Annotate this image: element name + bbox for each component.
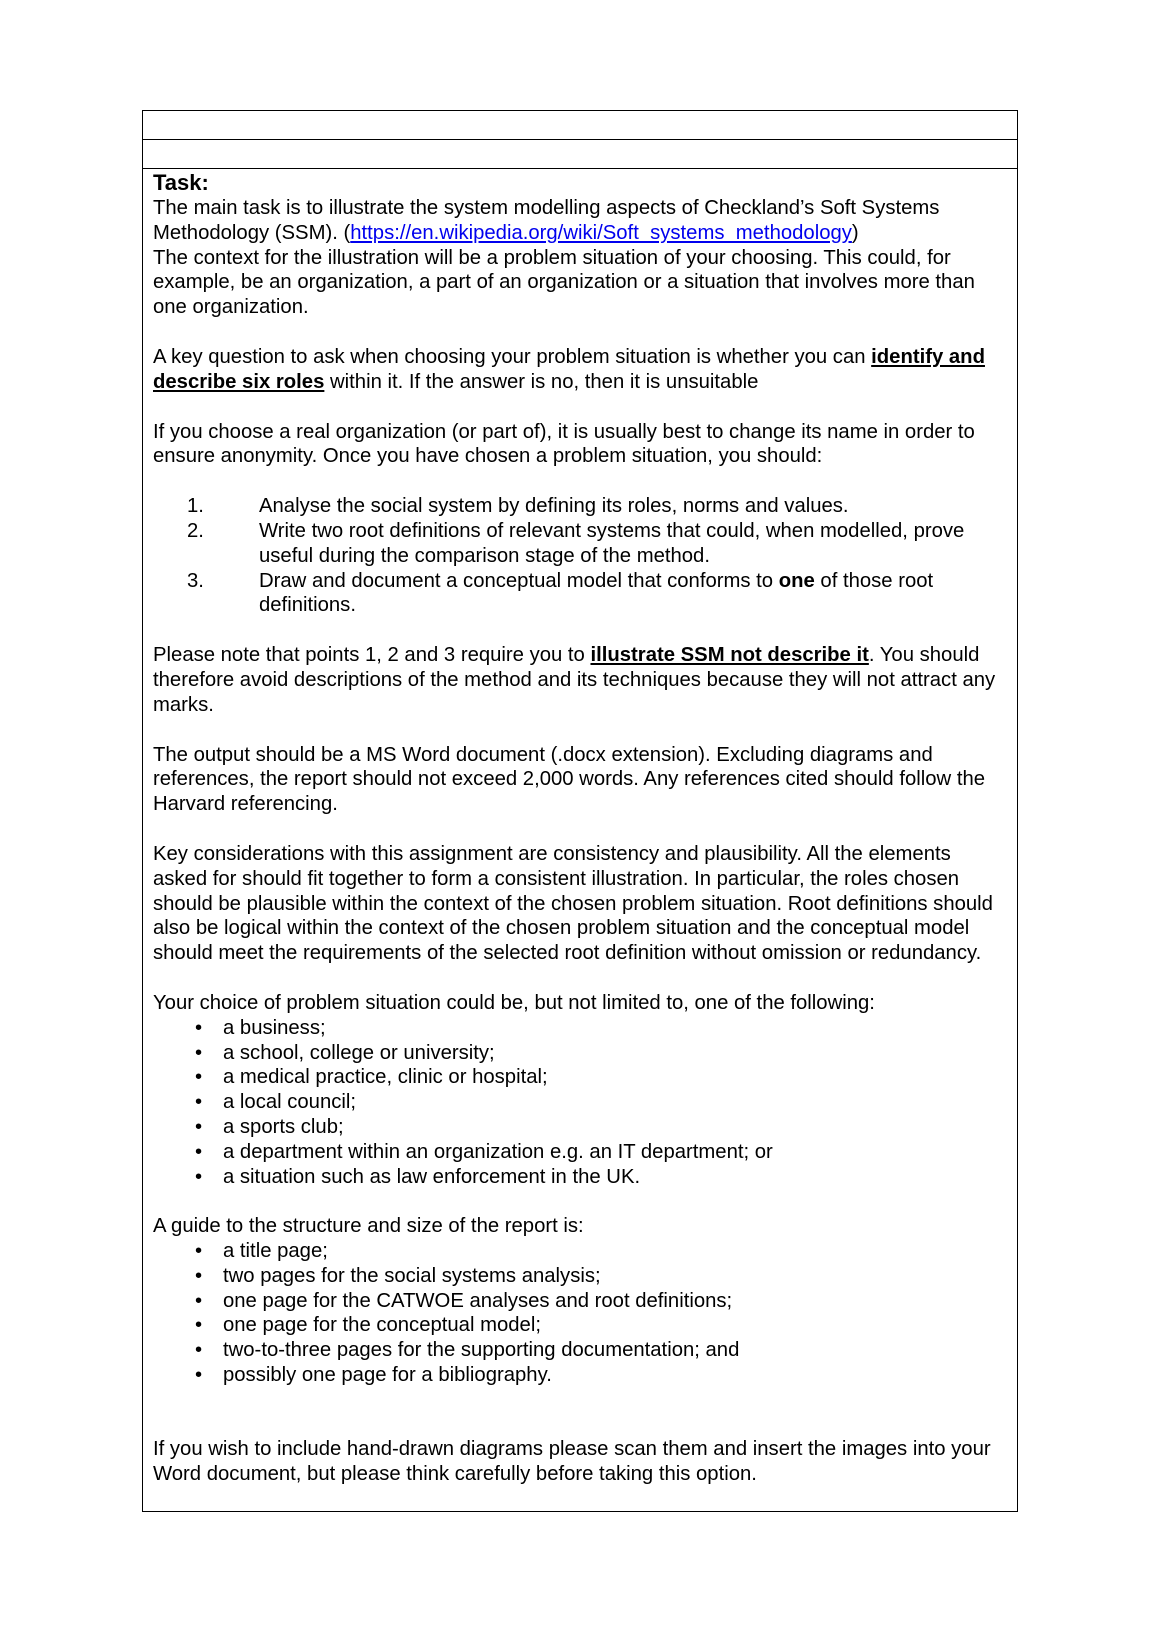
list-item: • a situation such as law enforcement in the UK. bbox=[153, 1165, 1007, 1190]
illustrate-emphasis: illustrate SSM not describe it bbox=[590, 644, 869, 667]
one-emphasis: one bbox=[778, 569, 815, 592]
intro-paragraph: The main task is to illustrate the system modelling aspects of Checkland’s Soft Systems Methodology (SSM). (https://en.wikipedia.org/wiki/Soft_systems_methodology) bbox=[153, 197, 940, 244]
bullet-icon: • bbox=[195, 1140, 203, 1163]
choices-list bbox=[153, 1016, 1007, 1190]
step-item: 2. Write two root definitions of relevant systems that could, when modelled, prove useful during the comparison stage of the method. bbox=[187, 519, 965, 567]
step-item: 1. Analyse the social system by defining its roles, norms and values. bbox=[187, 495, 849, 518]
guide-intro: A guide to the structure and size of the report is: bbox=[153, 1215, 584, 1238]
steps-list bbox=[153, 494, 1007, 618]
empty-row-2 bbox=[143, 140, 1017, 169]
task-heading: Task: bbox=[153, 170, 209, 195]
list-item: • a medical practice, clinic or hospital; bbox=[153, 1065, 1007, 1090]
real-organization-paragraph: If you choose a real organization (or part of), it is usually best to change its name in order to ensure anonymity. Once you have chosen a problem situation, you should: bbox=[153, 420, 975, 468]
list-item: • a title page; bbox=[153, 1239, 1007, 1264]
guide-list bbox=[153, 1239, 1007, 1388]
list-item: • one page for the CATWOE analyses and root definitions; bbox=[153, 1289, 1007, 1314]
list-item: • a local council; bbox=[153, 1090, 1007, 1115]
step-item: 3. Draw and document a conceptual model that conforms to one of those root definitions. bbox=[187, 569, 934, 617]
task-table bbox=[142, 110, 1018, 1512]
task-cell bbox=[143, 170, 1017, 1486]
output-paragraph: The output should be a MS Word document (.docx extension). Excluding diagrams and references, the report should not exceed 2,000 words. Any references cited should follow the Harvard referencing. bbox=[153, 743, 986, 816]
choice-intro: Your choice of problem situation could be, but not limited to, one of the following: bbox=[153, 991, 875, 1014]
bullet-icon: • bbox=[195, 1240, 203, 1263]
bullet-icon: • bbox=[195, 1066, 203, 1089]
bullet-icon: • bbox=[195, 1091, 203, 1114]
bullet-icon: • bbox=[195, 1016, 203, 1039]
list-item: • two pages for the social systems analysis; bbox=[153, 1264, 1007, 1289]
list-item: • one page for the conceptual model; bbox=[153, 1313, 1007, 1338]
bullet-icon: • bbox=[195, 1364, 203, 1387]
list-item: • possibly one page for a bibliography. bbox=[153, 1363, 1007, 1388]
bullet-icon: • bbox=[195, 1264, 203, 1287]
considerations-paragraph: Key considerations with this assignment are consistency and plausibility. All the elements asked for should fit together to form a consistent illustration. In particular, the roles chosen should be plausible within the context of the chosen problem situation. Root definitions should also be logical within the context of the chosen problem situation and the conceptual model should meet the requirements of the selected root definition without omission or redundancy. bbox=[153, 842, 993, 965]
list-item: • a business; bbox=[153, 1016, 1007, 1041]
list-item: • a department within an organization e.g. an IT department; or bbox=[153, 1140, 1007, 1165]
key-question-paragraph: A key question to ask when choosing your problem situation is whether you can identify and describe six roles within it. If the answer is no, then it is unsuitable bbox=[153, 345, 985, 393]
bullet-icon: • bbox=[195, 1339, 203, 1362]
list-item: • two-to-three pages for the supporting documentation; and bbox=[153, 1338, 1007, 1363]
closing-paragraph: If you wish to include hand-drawn diagrams please scan them and insert the images into your Word document, but please think carefully before taking this option. bbox=[153, 1437, 991, 1485]
bullet-icon: • bbox=[195, 1115, 203, 1138]
bullet-icon: • bbox=[195, 1041, 203, 1064]
list-item: • a sports club; bbox=[153, 1115, 1007, 1140]
list-item: • a school, college or university; bbox=[153, 1041, 1007, 1066]
bullet-icon: • bbox=[195, 1289, 203, 1312]
bullet-icon: • bbox=[195, 1314, 203, 1337]
six-roles-emphasis: identify and describe six roles bbox=[153, 345, 985, 393]
context-paragraph: The context for the illustration will be a problem situation of your choosing. This could, for example, be an organization, a part of an organization or a situation that involves more than one organization. bbox=[153, 246, 975, 319]
empty-row-1 bbox=[143, 111, 1017, 140]
ssm-wikipedia-link[interactable]: https://en.wikipedia.org/wiki/Soft_systems_methodology bbox=[350, 221, 852, 244]
note-paragraph: Please note that points 1, 2 and 3 require you to illustrate SSM not describe it. You should therefore avoid descriptions of the method and its techniques because they will not attract any marks. bbox=[153, 644, 996, 716]
bullet-icon: • bbox=[195, 1165, 203, 1188]
